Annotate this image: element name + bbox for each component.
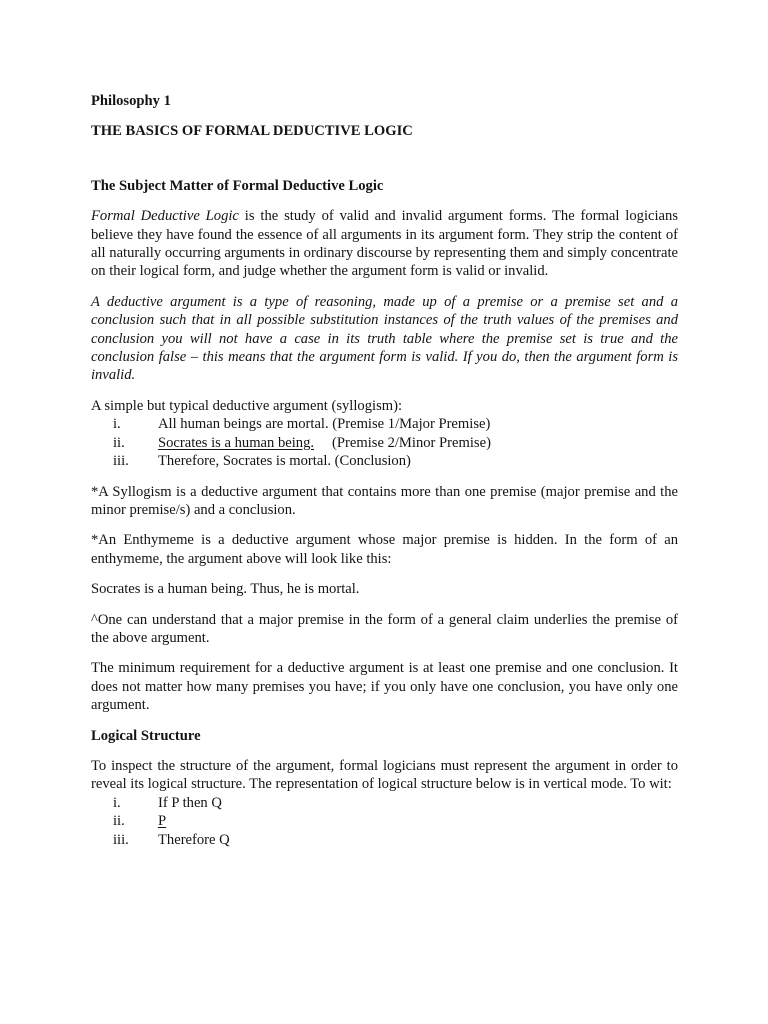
list-text: Therefore, Socrates is mortal. (Conclusion) bbox=[158, 453, 411, 470]
syllogism-list bbox=[91, 415, 678, 470]
list-item bbox=[91, 434, 678, 452]
list-text-underlined: P bbox=[158, 813, 167, 830]
document-page bbox=[91, 92, 678, 849]
paragraph-syllogism-definition: *A Syllogism is a deductive argument that contains more than one premise (major premise and the minor premise/s) and a conclusion. bbox=[91, 483, 678, 518]
paragraph-enthymeme-definition: *An Enthymeme is a deductive argument whose major premise is hidden. In the form of an enthymeme, the argument above will look like this: bbox=[91, 532, 678, 567]
paragraph-major-premise-note: ^One can understand that a major premise in the form of a general claim underlies the premise of the above argument. bbox=[91, 611, 678, 646]
document-title: THE BASICS OF FORMAL DEDUCTIVE LOGIC bbox=[91, 123, 413, 140]
list-text-underlined: Socrates is a human being. bbox=[158, 434, 315, 451]
list-item bbox=[91, 415, 678, 433]
course-name: Philosophy 1 bbox=[91, 93, 171, 109]
list-item bbox=[91, 812, 678, 830]
paragraph-enthymeme-example: Socrates is a human being. Thus, he is mortal. bbox=[91, 581, 360, 598]
list-text: All human beings are mortal. (Premise 1/Major Premise) bbox=[158, 416, 491, 433]
list-number: ii. bbox=[113, 434, 125, 451]
term-formal-deductive-logic: Formal Deductive Logic bbox=[91, 208, 239, 225]
section-heading-logical-structure: Logical Structure bbox=[91, 727, 201, 744]
section-heading-subject-matter: The Subject Matter of Formal Deductive Logic bbox=[91, 177, 384, 194]
paragraph-definition-text: is the study of valid and invalid argument forms. The formal logicians believe they have found the essence of all arguments in its argument form. They strip the content of all naturally occurring arguments in ordinary discourse by representing them and simply concentrate on their logical form, and judge whether the argument form is valid or invalid. bbox=[91, 208, 678, 280]
list-text: Therefore Q bbox=[158, 831, 230, 848]
paragraph-deductive-argument: A deductive argument is a type of reasoning, made up of a premise or a premise set and a conclusion such that in all possible substitution instances of the truth values of the premises and conclusion you will not have a case in its truth table where the premise set is true and the conclusion false – this means that the argument form is valid. If you do, then the argument form is invalid. bbox=[91, 293, 678, 384]
list-text: If P then Q bbox=[158, 794, 222, 811]
list-item bbox=[91, 452, 678, 470]
list-number: iii. bbox=[113, 453, 129, 470]
paragraph-syllogism-intro: A simple but typical deductive argument (syllogism): bbox=[91, 397, 403, 414]
list-number: iii. bbox=[113, 831, 129, 848]
paragraph-definition bbox=[91, 207, 678, 281]
paragraph-logical-structure: To inspect the structure of the argument, formal logicians must represent the argument in order to reveal its logical structure. The representation of logical structure below is in vertical mode. To wit: bbox=[91, 757, 678, 793]
list-number: i. bbox=[113, 416, 121, 433]
list-number: i. bbox=[113, 794, 121, 811]
list-item bbox=[91, 831, 678, 849]
list-item bbox=[91, 794, 678, 812]
list-note: (Premise 2/Minor Premise) bbox=[332, 434, 491, 451]
paragraph-minimum-requirement: The minimum requirement for a deductive argument is at least one premise and one conclusion. It does not matter how many premises you have; if you only have one conclusion, you have only one argument. bbox=[91, 660, 678, 714]
list-number: ii. bbox=[113, 813, 125, 830]
logical-form-list bbox=[91, 794, 678, 849]
